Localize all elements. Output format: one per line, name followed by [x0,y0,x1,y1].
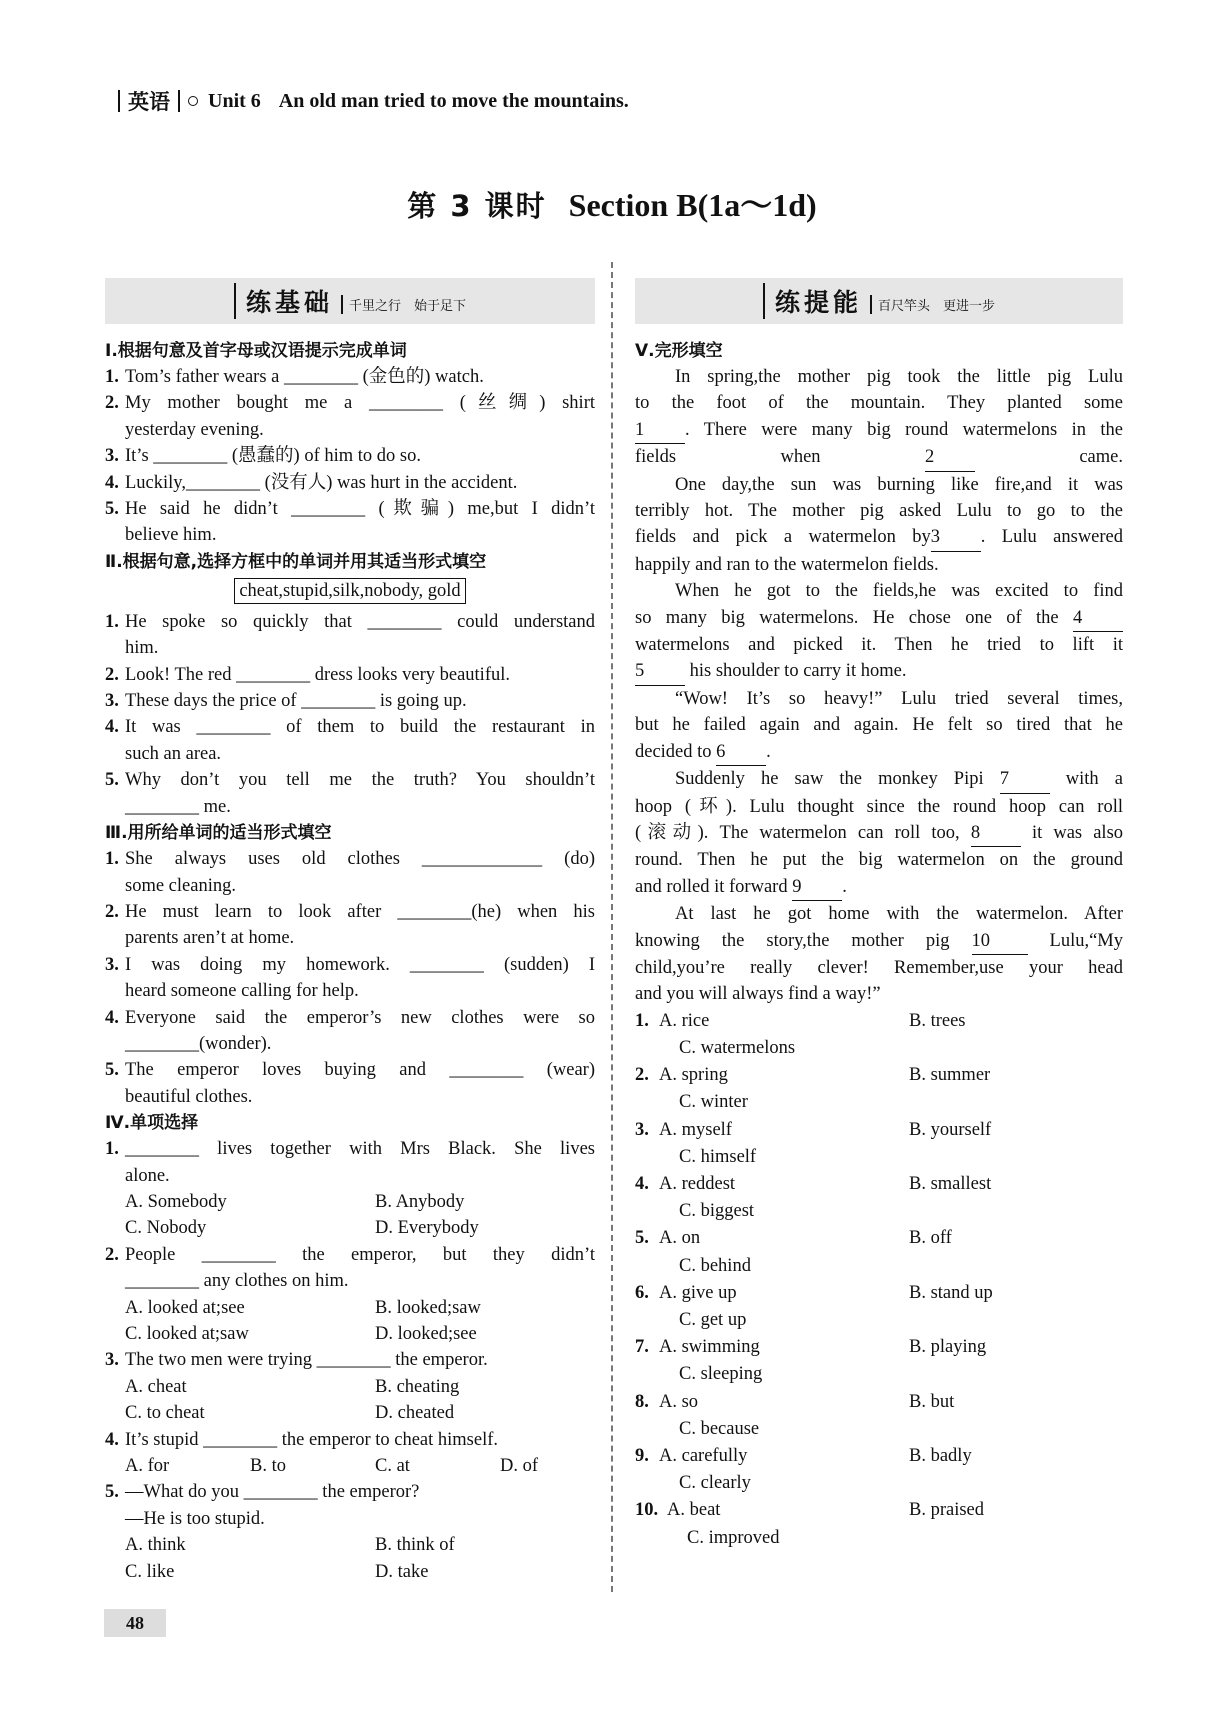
cloze-blank: 5 [635,658,685,685]
options: A. think B. think of C. like D. take [125,1535,455,1582]
page-title [0,180,1224,226]
title-cn: 第 3 课时 [407,189,547,223]
cloze-blank: 9 [792,874,842,901]
question: 4. Everyone said the emperor’s new clothes were so ________(wonder). [105,1007,595,1054]
cloze-blank: 2 [925,444,975,471]
question: 3. I was doing my homework. ________ (sudden) I heard someone calling for help. [105,954,595,1002]
title-en: Section B(1a～1d) [568,187,817,223]
question: 4. Luckily,________ (没有人) was hurt in the accident. [105,472,518,493]
left-column [105,278,595,1585]
cloze-blank: 3 [931,524,981,551]
question: 2. He must learn to look after ________(he) when his parents aren’t at home. [105,901,595,949]
question: 4. It’s stupid ________ the emperor to cheat himself. [105,1429,499,1450]
options: A. Somebody B. Anybody C. Nobody D. Everybody [125,1191,479,1239]
cloze-options: 1. A. rice B. trees C. watermelons 2. A. spring B. summer C. winter 3. A. myself B. yourself C. himself 4. A. reddest B. smallest C. biggest 5. A. on B. off C. behind 6. A. give up B. stand up C. get up 7. A. swimming B. playing C. sleeping 8. A. so B. but C. because 9. A. carefully B. badly C. clearly 10. A. beat B. praised C. improved [635,1010,993,1548]
header-unit: Unit 6 [208,89,261,112]
question: 2. Look! The red ________ dress looks very beautiful. [105,664,510,685]
question: 1. ________ lives together with Mrs Black. She lives alone. [105,1139,595,1186]
header-bar [118,90,120,112]
word-box: cheat,stupid,silk,nobody, gold [234,578,465,604]
banner-subtitle: 千里之行 始于足下 [341,295,466,314]
section-heading: Ⅲ.用所给单词的适当形式填空 [105,823,332,844]
section-heading: Ⅱ.根据句意,选择方框中的单词并用其适当形式填空 [105,551,487,572]
section-heading: Ⅳ.单项选择 [105,1113,199,1134]
cloze-blank: 6 [716,739,766,766]
running-header [110,86,629,116]
section-heading: Ⅰ.根据句意及首字母或汉语提示完成单词 [105,341,407,361]
question: 1. He spoke so quickly that ________ could understand him. [105,611,595,659]
question: 2. People ________ the emperor, but they didn’t ________ any clothes on him. [105,1244,595,1292]
right-column [635,278,1123,1552]
cloze-blank: 4 [1073,605,1123,632]
cloze-blank: 1 [635,417,685,444]
question: 5. He said he didn’t ________ (欺骗) me,but I didn’t believe him. [105,499,595,546]
options: A. looked at;see B. looked;saw C. looked at;saw D. looked;see [125,1297,481,1344]
question: 4. It was ________ of them to build the restaurant in such an area. [105,717,595,764]
section-heading: Ⅴ.完形填空 [635,341,723,361]
question: 2. My mother bought me a ________ (丝绸) shirt yesterday evening. [105,393,595,440]
cloze-passage: In spring,the mother pig took the little pig Lulu to the foot of the mountain. They planted some 1 . There were many big round watermelons in the fields when 2 came. One day,the sun was burning like fire,and it was terribly hot. The mother pig asked Lulu to go to the fields and pick a watermelon by3 . Lulu answered happily and ran to the watermelon fields. When he got to the fields,he was excited to find so many big watermelons. He chose one of the 4 watermelons and picked it. Then he tried to lift it 5 his shoulder to carry it home. “Wow! It’s so heavy!” Lulu tried several times, but he failed again and again. He felt so tired that he decided to 6 . Suddenly he saw the monkey Pipi 7 with a hoop (环). Lulu thought since the round hoop can roll (滚动). The watermelon can roll too, 8 it was also round. Then he put the big watermelon on the ground and rolled it forward 9 . At last he got home with the watermelon. After knowing the story,the mother pig 10 Lulu,“My child,you’re really clever! Remember,use your head and you will always find a way!” [635,367,1124,1005]
question: 5. —What do you ________ the emperor? —He is too stupid. [105,1482,420,1529]
question: 3. It’s ________ (愚蠢的) of him to do so. [105,446,421,467]
cloze-blank: 7 [1000,766,1050,793]
page-number: 48 [104,1609,166,1637]
options: A. cheat B. cheating C. to cheat D. cheated [125,1376,460,1424]
banner-subtitle: 百尺竿头 更进一步 [870,295,995,314]
column-divider [611,262,613,1592]
banner-title: 练基础 [234,283,333,319]
header-unit-title: An old man tried to move the mountains. [278,89,629,112]
right-banner [635,278,1123,324]
question: 3. These days the price of ________ is going up. [105,691,467,712]
question: 5. Why don’t you tell me the truth? You shouldn’t ________ me. [105,770,595,817]
question: 1. She always uses old clothes _____________ (do) some cleaning. [105,849,595,896]
circle-icon [188,96,198,106]
cloze-blank: 10 [972,928,1028,955]
left-banner [105,278,595,324]
header-subject: 英语 [128,90,170,114]
question: 1. Tom’s father wears a ________ (金色的) watch. [105,367,484,387]
banner-title: 练提能 [763,283,862,319]
question: 5. The emperor loves buying and ________ (wear) beautiful clothes. [105,1060,595,1107]
options: A. for B. to C. at D. of [125,1456,539,1477]
header-bar [178,90,180,112]
cloze-blank: 8 [971,820,1021,847]
question: 3. The two men were trying ________ the emperor. [105,1350,488,1371]
